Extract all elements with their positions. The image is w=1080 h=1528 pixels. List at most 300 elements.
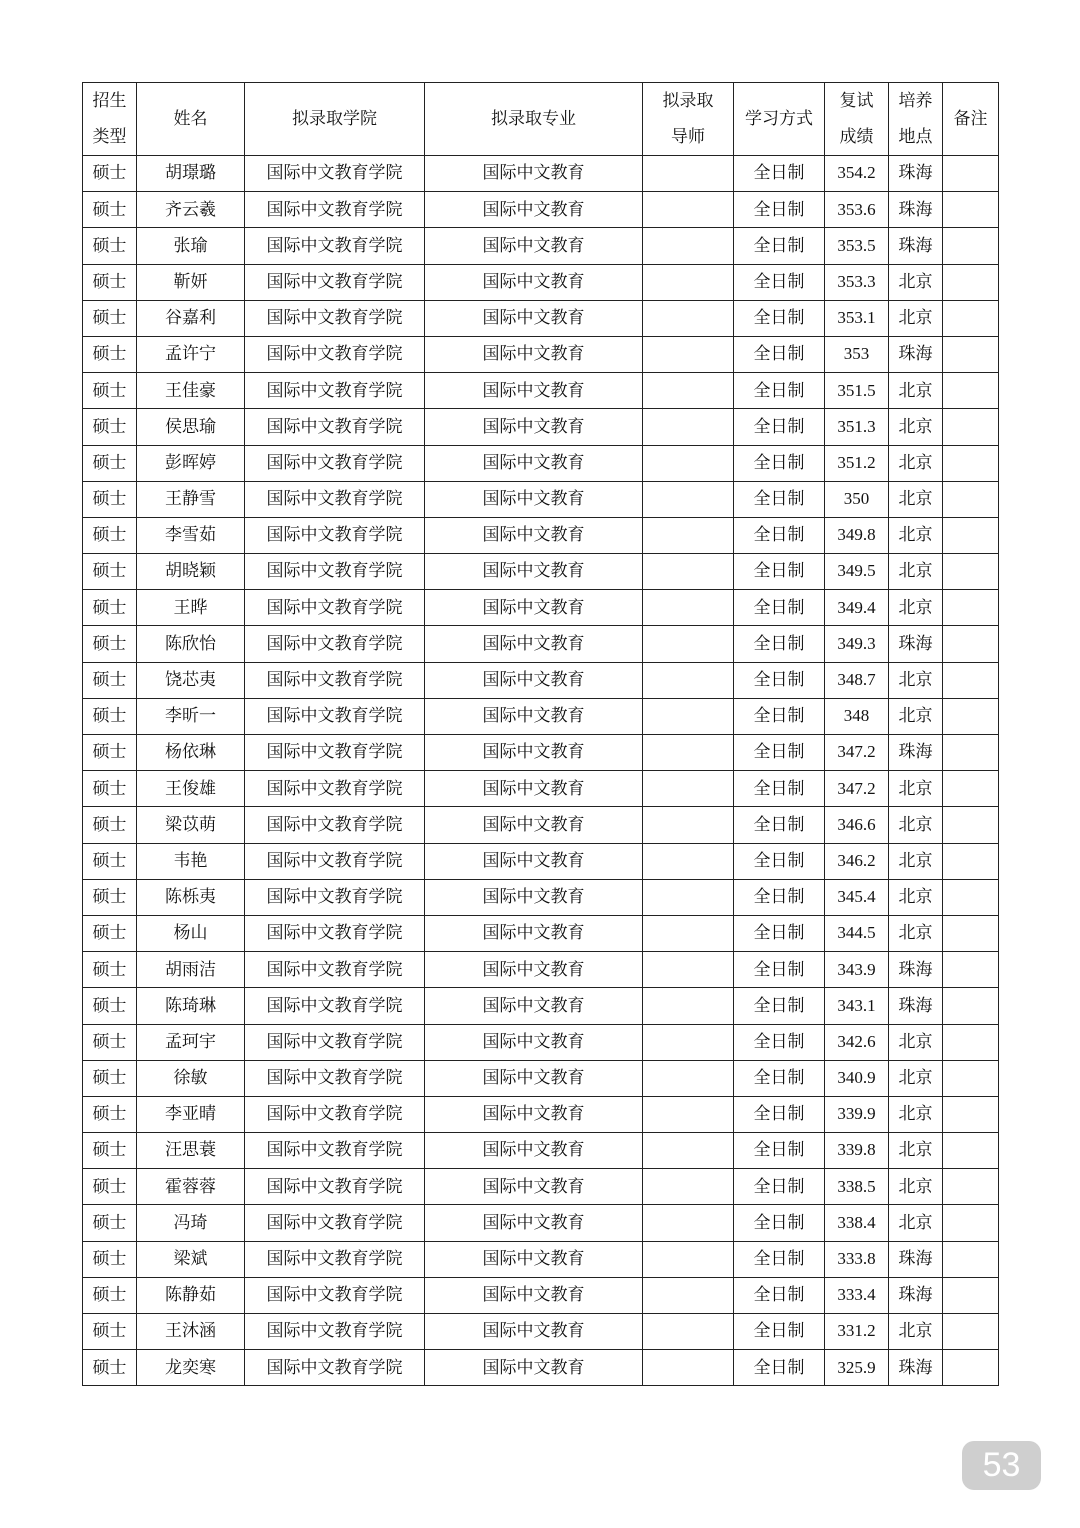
cell-enrollment-type: 硕士 [83, 300, 137, 336]
cell-college: 国际中文教育学院 [245, 300, 425, 336]
table-row [83, 336, 999, 372]
cell-name: 陈琦琳 [137, 988, 245, 1024]
cell-major: 国际中文教育 [425, 1169, 643, 1205]
header-advisor-line: 拟录取 [662, 91, 714, 111]
header-row [83, 83, 999, 156]
cell-major: 国际中文教育 [425, 481, 643, 517]
cell-remarks [943, 735, 999, 771]
cell-remarks [943, 373, 999, 409]
cell-advisor [643, 373, 734, 409]
cell-advisor [643, 1060, 734, 1096]
header-study-mode-line: 学习方式 [745, 109, 813, 129]
cell-advisor [643, 1350, 734, 1386]
cell-major: 国际中文教育 [425, 879, 643, 915]
admission-list-sheet [82, 82, 998, 1386]
cell-major: 国际中文教育 [425, 1350, 643, 1386]
cell-study-mode: 全日制 [734, 662, 825, 698]
cell-major: 国际中文教育 [425, 192, 643, 228]
cell-major: 国际中文教育 [425, 1205, 643, 1241]
cell-training-location: 北京 [889, 590, 943, 626]
cell-remarks [943, 192, 999, 228]
cell-retest-score: 347.2 [825, 735, 889, 771]
cell-major: 国际中文教育 [425, 156, 643, 192]
cell-study-mode: 全日制 [734, 807, 825, 843]
cell-retest-score: 333.8 [825, 1241, 889, 1277]
table-row [83, 1277, 999, 1313]
cell-enrollment-type: 硕士 [83, 192, 137, 228]
cell-study-mode: 全日制 [734, 554, 825, 590]
cell-major: 国际中文教育 [425, 228, 643, 264]
cell-college: 国际中文教育学院 [245, 590, 425, 626]
cell-name: 霍蓉蓉 [137, 1169, 245, 1205]
cell-study-mode: 全日制 [734, 409, 825, 445]
cell-name: 王晔 [137, 590, 245, 626]
cell-study-mode: 全日制 [734, 481, 825, 517]
cell-name: 汪思蓑 [137, 1133, 245, 1169]
cell-advisor [643, 1314, 734, 1350]
cell-college: 国际中文教育学院 [245, 952, 425, 988]
header-remarks-line: 备注 [953, 109, 988, 129]
cell-college: 国际中文教育学院 [245, 1169, 425, 1205]
cell-name: 陈静茹 [137, 1277, 245, 1313]
cell-study-mode: 全日制 [734, 228, 825, 264]
cell-enrollment-type: 硕士 [83, 336, 137, 372]
header-training-location [889, 83, 943, 156]
table-row [83, 952, 999, 988]
cell-college: 国际中文教育学院 [245, 915, 425, 951]
cell-name: 张瑜 [137, 228, 245, 264]
cell-advisor [643, 1277, 734, 1313]
header-major-line: 拟录取专业 [491, 109, 576, 129]
cell-study-mode: 全日制 [734, 843, 825, 879]
cell-training-location: 珠海 [889, 156, 943, 192]
cell-enrollment-type: 硕士 [83, 915, 137, 951]
header-enrollment-type-line: 招生 [92, 91, 127, 111]
table-row [83, 1024, 999, 1060]
cell-retest-score: 325.9 [825, 1350, 889, 1386]
cell-college: 国际中文教育学院 [245, 336, 425, 372]
cell-major: 国际中文教育 [425, 590, 643, 626]
table-body [83, 156, 999, 1386]
cell-remarks [943, 771, 999, 807]
cell-study-mode: 全日制 [734, 626, 825, 662]
cell-remarks [943, 1169, 999, 1205]
table-row [83, 554, 999, 590]
cell-name: 徐敏 [137, 1060, 245, 1096]
header-major [425, 83, 643, 156]
cell-remarks [943, 264, 999, 300]
cell-study-mode: 全日制 [734, 771, 825, 807]
cell-major: 国际中文教育 [425, 915, 643, 951]
cell-retest-score: 353.1 [825, 300, 889, 336]
cell-name: 杨山 [137, 915, 245, 951]
cell-college: 国际中文教育学院 [245, 481, 425, 517]
cell-college: 国际中文教育学院 [245, 445, 425, 481]
cell-remarks [943, 1060, 999, 1096]
cell-study-mode: 全日制 [734, 1277, 825, 1313]
cell-study-mode: 全日制 [734, 915, 825, 951]
cell-college: 国际中文教育学院 [245, 626, 425, 662]
cell-study-mode: 全日制 [734, 1314, 825, 1350]
cell-enrollment-type: 硕士 [83, 879, 137, 915]
cell-training-location: 珠海 [889, 228, 943, 264]
cell-advisor [643, 915, 734, 951]
cell-enrollment-type: 硕士 [83, 156, 137, 192]
cell-college: 国际中文教育学院 [245, 192, 425, 228]
cell-training-location: 北京 [889, 698, 943, 734]
cell-retest-score: 342.6 [825, 1024, 889, 1060]
cell-college: 国际中文教育学院 [245, 735, 425, 771]
table-row [83, 698, 999, 734]
cell-name: 饶芯夷 [137, 662, 245, 698]
cell-training-location: 北京 [889, 1060, 943, 1096]
cell-advisor [643, 843, 734, 879]
cell-major: 国际中文教育 [425, 1060, 643, 1096]
cell-study-mode: 全日制 [734, 264, 825, 300]
table-row [83, 1241, 999, 1277]
cell-major: 国际中文教育 [425, 1133, 643, 1169]
cell-retest-score: 339.9 [825, 1096, 889, 1132]
cell-major: 国际中文教育 [425, 336, 643, 372]
cell-retest-score: 339.8 [825, 1133, 889, 1169]
cell-remarks [943, 445, 999, 481]
cell-major: 国际中文教育 [425, 409, 643, 445]
header-enrollment-type [83, 83, 137, 156]
cell-enrollment-type: 硕士 [83, 373, 137, 409]
cell-retest-score: 354.2 [825, 156, 889, 192]
cell-remarks [943, 1024, 999, 1060]
cell-remarks [943, 988, 999, 1024]
cell-advisor [643, 445, 734, 481]
cell-remarks [943, 1241, 999, 1277]
cell-advisor [643, 1133, 734, 1169]
header-name-line: 姓名 [173, 109, 208, 129]
cell-name: 孟珂宇 [137, 1024, 245, 1060]
cell-advisor [643, 590, 734, 626]
cell-training-location: 珠海 [889, 1277, 943, 1313]
cell-advisor [643, 192, 734, 228]
cell-enrollment-type: 硕士 [83, 409, 137, 445]
cell-study-mode: 全日制 [734, 988, 825, 1024]
cell-major: 国际中文教育 [425, 1241, 643, 1277]
cell-major: 国际中文教育 [425, 445, 643, 481]
table-row [83, 1060, 999, 1096]
cell-retest-score: 351.3 [825, 409, 889, 445]
cell-study-mode: 全日制 [734, 336, 825, 372]
table-row [83, 735, 999, 771]
cell-study-mode: 全日制 [734, 879, 825, 915]
table-row [83, 445, 999, 481]
cell-training-location: 北京 [889, 517, 943, 553]
table-row [83, 1096, 999, 1132]
table-row [83, 409, 999, 445]
cell-remarks [943, 1314, 999, 1350]
cell-name: 彭晖婷 [137, 445, 245, 481]
cell-retest-score: 348.7 [825, 662, 889, 698]
cell-training-location: 北京 [889, 1096, 943, 1132]
cell-name: 侯思瑜 [137, 409, 245, 445]
cell-name: 齐云羲 [137, 192, 245, 228]
cell-college: 国际中文教育学院 [245, 517, 425, 553]
cell-advisor [643, 807, 734, 843]
cell-retest-score: 349.4 [825, 590, 889, 626]
cell-retest-score: 349.5 [825, 554, 889, 590]
table-row [83, 590, 999, 626]
cell-major: 国际中文教育 [425, 517, 643, 553]
table-row [83, 807, 999, 843]
cell-retest-score: 349.3 [825, 626, 889, 662]
cell-remarks [943, 1277, 999, 1313]
cell-retest-score: 338.4 [825, 1205, 889, 1241]
cell-enrollment-type: 硕士 [83, 1314, 137, 1350]
cell-remarks [943, 481, 999, 517]
cell-advisor [643, 988, 734, 1024]
cell-college: 国际中文教育学院 [245, 1350, 425, 1386]
cell-remarks [943, 1350, 999, 1386]
cell-retest-score: 351.5 [825, 373, 889, 409]
cell-study-mode: 全日制 [734, 1060, 825, 1096]
cell-retest-score: 349.8 [825, 517, 889, 553]
page-number-badge: 53 [962, 1441, 1041, 1490]
cell-advisor [643, 698, 734, 734]
cell-college: 国际中文教育学院 [245, 698, 425, 734]
cell-enrollment-type: 硕士 [83, 554, 137, 590]
cell-study-mode: 全日制 [734, 1241, 825, 1277]
cell-training-location: 珠海 [889, 952, 943, 988]
cell-advisor [643, 300, 734, 336]
cell-training-location: 北京 [889, 879, 943, 915]
cell-retest-score: 331.2 [825, 1314, 889, 1350]
table-row [83, 843, 999, 879]
cell-training-location: 北京 [889, 373, 943, 409]
cell-name: 陈栎夷 [137, 879, 245, 915]
cell-study-mode: 全日制 [734, 445, 825, 481]
cell-major: 国际中文教育 [425, 843, 643, 879]
cell-advisor [643, 1169, 734, 1205]
cell-enrollment-type: 硕士 [83, 590, 137, 626]
header-college-line: 拟录取学院 [292, 109, 377, 129]
cell-remarks [943, 698, 999, 734]
cell-enrollment-type: 硕士 [83, 1060, 137, 1096]
header-college [245, 83, 425, 156]
cell-retest-score: 353.3 [825, 264, 889, 300]
cell-training-location: 北京 [889, 481, 943, 517]
cell-major: 国际中文教育 [425, 807, 643, 843]
cell-enrollment-type: 硕士 [83, 1133, 137, 1169]
cell-study-mode: 全日制 [734, 300, 825, 336]
cell-major: 国际中文教育 [425, 1277, 643, 1313]
cell-name: 谷嘉利 [137, 300, 245, 336]
cell-name: 王静雪 [137, 481, 245, 517]
cell-study-mode: 全日制 [734, 698, 825, 734]
table-row [83, 662, 999, 698]
cell-major: 国际中文教育 [425, 554, 643, 590]
cell-remarks [943, 336, 999, 372]
cell-retest-score: 353.6 [825, 192, 889, 228]
cell-advisor [643, 952, 734, 988]
cell-enrollment-type: 硕士 [83, 952, 137, 988]
cell-training-location: 北京 [889, 409, 943, 445]
table-row [83, 156, 999, 192]
cell-advisor [643, 228, 734, 264]
header-retest-score-line: 复试 [839, 91, 874, 111]
cell-training-location: 北京 [889, 1133, 943, 1169]
table-header [83, 83, 999, 156]
cell-enrollment-type: 硕士 [83, 1024, 137, 1060]
cell-remarks [943, 554, 999, 590]
cell-retest-score: 346.2 [825, 843, 889, 879]
cell-remarks [943, 952, 999, 988]
cell-advisor [643, 554, 734, 590]
cell-college: 国际中文教育学院 [245, 771, 425, 807]
cell-retest-score: 338.5 [825, 1169, 889, 1205]
cell-remarks [943, 1096, 999, 1132]
cell-training-location: 北京 [889, 1024, 943, 1060]
cell-college: 国际中文教育学院 [245, 1096, 425, 1132]
cell-remarks [943, 626, 999, 662]
cell-advisor [643, 1024, 734, 1060]
cell-advisor [643, 626, 734, 662]
header-training-location-line: 地点 [898, 127, 933, 147]
cell-name: 靳妍 [137, 264, 245, 300]
header-advisor [643, 83, 734, 156]
cell-advisor [643, 336, 734, 372]
header-study-mode [734, 83, 825, 156]
cell-training-location: 珠海 [889, 336, 943, 372]
cell-major: 国际中文教育 [425, 735, 643, 771]
header-name [137, 83, 245, 156]
cell-training-location: 北京 [889, 1169, 943, 1205]
cell-remarks [943, 1133, 999, 1169]
cell-enrollment-type: 硕士 [83, 1169, 137, 1205]
cell-remarks [943, 807, 999, 843]
cell-training-location: 北京 [889, 807, 943, 843]
cell-study-mode: 全日制 [734, 1133, 825, 1169]
cell-retest-score: 353 [825, 336, 889, 372]
table-row [83, 988, 999, 1024]
cell-enrollment-type: 硕士 [83, 445, 137, 481]
table-row [83, 1205, 999, 1241]
cell-advisor [643, 1096, 734, 1132]
table-row [83, 1169, 999, 1205]
cell-remarks [943, 879, 999, 915]
cell-college: 国际中文教育学院 [245, 228, 425, 264]
cell-remarks [943, 228, 999, 264]
cell-college: 国际中文教育学院 [245, 264, 425, 300]
cell-retest-score: 344.5 [825, 915, 889, 951]
cell-training-location: 北京 [889, 1205, 943, 1241]
cell-remarks [943, 1205, 999, 1241]
cell-enrollment-type: 硕士 [83, 517, 137, 553]
cell-name: 胡璟璐 [137, 156, 245, 192]
cell-retest-score: 350 [825, 481, 889, 517]
cell-enrollment-type: 硕士 [83, 807, 137, 843]
table-row [83, 373, 999, 409]
table-row [83, 915, 999, 951]
cell-retest-score: 333.4 [825, 1277, 889, 1313]
cell-enrollment-type: 硕士 [83, 1277, 137, 1313]
cell-study-mode: 全日制 [734, 590, 825, 626]
cell-remarks [943, 915, 999, 951]
cell-name: 龙奕寒 [137, 1350, 245, 1386]
table-row [83, 626, 999, 662]
cell-name: 李亚晴 [137, 1096, 245, 1132]
cell-retest-score: 343.1 [825, 988, 889, 1024]
cell-major: 国际中文教育 [425, 698, 643, 734]
cell-enrollment-type: 硕士 [83, 1241, 137, 1277]
cell-college: 国际中文教育学院 [245, 1277, 425, 1313]
cell-study-mode: 全日制 [734, 1096, 825, 1132]
table-row [83, 1350, 999, 1386]
cell-enrollment-type: 硕士 [83, 264, 137, 300]
cell-college: 国际中文教育学院 [245, 554, 425, 590]
cell-college: 国际中文教育学院 [245, 662, 425, 698]
header-retest-score [825, 83, 889, 156]
cell-study-mode: 全日制 [734, 952, 825, 988]
cell-major: 国际中文教育 [425, 952, 643, 988]
header-remarks [943, 83, 999, 156]
table-row [83, 192, 999, 228]
cell-college: 国际中文教育学院 [245, 156, 425, 192]
cell-enrollment-type: 硕士 [83, 481, 137, 517]
cell-name: 孟许宁 [137, 336, 245, 372]
cell-enrollment-type: 硕士 [83, 228, 137, 264]
cell-study-mode: 全日制 [734, 1169, 825, 1205]
cell-enrollment-type: 硕士 [83, 662, 137, 698]
cell-training-location: 珠海 [889, 1241, 943, 1277]
cell-study-mode: 全日制 [734, 156, 825, 192]
cell-major: 国际中文教育 [425, 988, 643, 1024]
table-row [83, 481, 999, 517]
cell-advisor [643, 517, 734, 553]
cell-college: 国际中文教育学院 [245, 409, 425, 445]
cell-college: 国际中文教育学院 [245, 807, 425, 843]
cell-training-location: 珠海 [889, 626, 943, 662]
cell-training-location: 珠海 [889, 735, 943, 771]
cell-enrollment-type: 硕士 [83, 988, 137, 1024]
header-enrollment-type-line: 类型 [92, 127, 127, 147]
cell-enrollment-type: 硕士 [83, 771, 137, 807]
admission-table [82, 82, 999, 1386]
cell-study-mode: 全日制 [734, 1205, 825, 1241]
cell-name: 李昕一 [137, 698, 245, 734]
cell-training-location: 珠海 [889, 988, 943, 1024]
cell-college: 国际中文教育学院 [245, 988, 425, 1024]
cell-training-location: 北京 [889, 264, 943, 300]
cell-advisor [643, 409, 734, 445]
cell-advisor [643, 771, 734, 807]
cell-name: 陈欣怡 [137, 626, 245, 662]
cell-remarks [943, 156, 999, 192]
header-advisor-line: 导师 [671, 127, 705, 147]
cell-remarks [943, 517, 999, 553]
cell-college: 国际中文教育学院 [245, 879, 425, 915]
cell-retest-score: 340.9 [825, 1060, 889, 1096]
cell-name: 胡晓颖 [137, 554, 245, 590]
cell-college: 国际中文教育学院 [245, 373, 425, 409]
table-row [83, 517, 999, 553]
cell-advisor [643, 481, 734, 517]
cell-retest-score: 346.6 [825, 807, 889, 843]
cell-advisor [643, 1241, 734, 1277]
cell-study-mode: 全日制 [734, 517, 825, 553]
cell-training-location: 北京 [889, 915, 943, 951]
cell-college: 国际中文教育学院 [245, 1133, 425, 1169]
cell-enrollment-type: 硕士 [83, 698, 137, 734]
table-row [83, 228, 999, 264]
cell-training-location: 北京 [889, 843, 943, 879]
cell-major: 国际中文教育 [425, 1096, 643, 1132]
